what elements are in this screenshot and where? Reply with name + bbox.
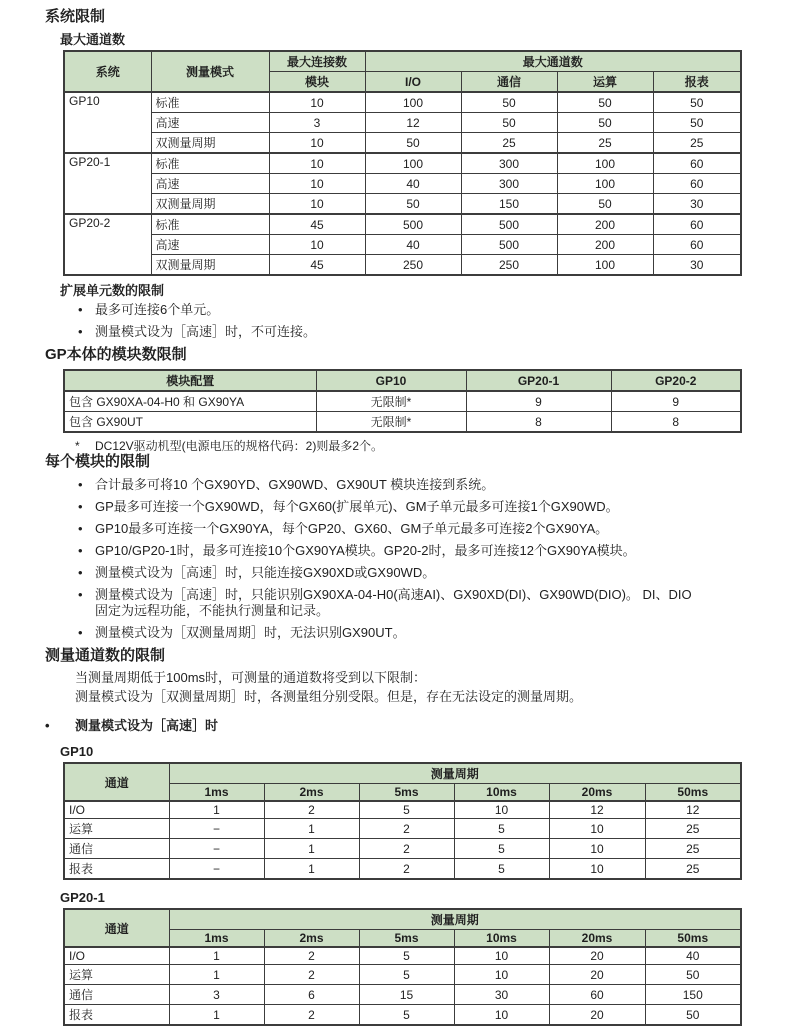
table-cell: 25	[645, 839, 741, 859]
expansion-units-bullet-list	[60, 302, 805, 340]
table-cell: 3	[169, 985, 264, 1005]
table-cell: 标准	[151, 153, 269, 174]
col-header-50ms: 50ms	[645, 784, 741, 802]
table-cell: 25	[461, 133, 557, 154]
table-cell: 高速	[151, 113, 269, 133]
table-cell: 5	[454, 859, 549, 880]
table-row	[64, 1005, 741, 1026]
table-cell: 5	[454, 839, 549, 859]
table-cell: 10	[454, 947, 549, 965]
table-cell: 5	[359, 801, 454, 819]
table-cell: 2	[359, 819, 454, 839]
table-cell: 100	[557, 174, 653, 194]
table-cell: 500	[365, 214, 461, 235]
col-header-5ms: 5ms	[359, 784, 454, 802]
table-cell: 双测量周期	[151, 255, 269, 276]
table-cell: 20	[549, 965, 645, 985]
col-header-gp20-2: GP20-2	[611, 370, 741, 391]
table-cell: 1	[169, 947, 264, 965]
table-cell: 10	[269, 174, 365, 194]
bullet-item: • 测量模式设为［高速］时，只能连接GX90XD或GX90WD。	[60, 565, 700, 581]
table-cell: 12	[549, 801, 645, 819]
col-header-20ms: 20ms	[549, 930, 645, 948]
table-cell: 250	[365, 255, 461, 276]
col-header-channel: 通道	[64, 763, 169, 801]
table-cell: 200	[557, 235, 653, 255]
system-cell: GP20-2	[64, 214, 151, 275]
col-header-io: I/O	[365, 72, 461, 93]
table-cell: I/O	[64, 801, 169, 819]
bullet-item: • 测量模式设为［双测量周期］时，无法识别GX90UT。	[60, 625, 700, 641]
col-header-module-config: 模块配置	[64, 370, 316, 391]
table-cell: 50	[461, 92, 557, 113]
gp20-1-period-table	[63, 908, 742, 1026]
system-cell: GP20-1	[64, 153, 151, 214]
table-cell: 40	[645, 947, 741, 965]
table-cell: 10	[454, 1005, 549, 1026]
table-cell: 10	[269, 153, 365, 174]
table-cell: 高速	[151, 235, 269, 255]
section-title-system-limits: 系统限制	[45, 8, 106, 25]
col-header-report: 报表	[653, 72, 741, 93]
bullet-item: • 最多可连接6个单元。	[60, 302, 700, 318]
table-cell: 运算	[64, 819, 169, 839]
table-cell: I/O	[64, 947, 169, 965]
max-channels-table	[63, 50, 742, 276]
col-header-2ms: 2ms	[264, 930, 359, 948]
table-cell: 2	[359, 859, 454, 880]
col-header-max-channels: 最大通道数	[365, 51, 741, 72]
table-cell: 12	[365, 113, 461, 133]
table-row	[64, 965, 741, 985]
footnote-marker: *	[75, 439, 80, 453]
table-cell: 1	[264, 839, 359, 859]
table-cell: 60	[653, 153, 741, 174]
table-cell: 45	[269, 255, 365, 276]
table-row	[64, 92, 741, 113]
section-title-per-module: 每个模块的限制	[45, 453, 151, 470]
col-header-2ms: 2ms	[264, 784, 359, 802]
measurement-limit-paragraph: 当测量周期低于100ms时，可测量的通道数将受到以下限制：	[75, 670, 427, 685]
table-cell: 报表	[64, 1005, 169, 1026]
table-cell: 100	[557, 255, 653, 276]
table-row	[64, 839, 741, 859]
table-row	[64, 859, 741, 880]
table-cell: 60	[653, 235, 741, 255]
table-cell: 2	[264, 965, 359, 985]
subsection-title-max-channels: 最大通道数	[60, 32, 126, 47]
table-cell: 8	[466, 412, 611, 433]
per-module-bullet-list	[60, 477, 805, 641]
table-cell: 9	[611, 391, 741, 412]
table-cell: 2	[264, 1005, 359, 1026]
table-cell: 100	[557, 153, 653, 174]
table-cell: 双测量周期	[151, 194, 269, 215]
col-header-50ms: 50ms	[645, 930, 741, 948]
col-header-gp20-1: GP20-1	[466, 370, 611, 391]
table-row	[64, 391, 741, 412]
table-cell: 10	[549, 819, 645, 839]
bullet-item: • 测量模式设为［高速］时，不可连接。	[60, 324, 700, 340]
table-row	[64, 153, 741, 174]
table-cell: 报表	[64, 859, 169, 880]
table-cell: 10	[269, 92, 365, 113]
table-cell: 10	[269, 133, 365, 154]
table-cell: 标准	[151, 214, 269, 235]
gp10-table-label: GP10	[60, 744, 94, 759]
table-cell: 300	[461, 153, 557, 174]
table-cell: 45	[269, 214, 365, 235]
gp20-1-table-label: GP20-1	[60, 890, 105, 905]
table-cell: 5	[359, 1005, 454, 1026]
table-row	[64, 801, 741, 819]
table-cell: 10	[454, 965, 549, 985]
gp-module-count-table	[63, 369, 742, 433]
table-row	[64, 819, 741, 839]
table-header-row	[64, 51, 741, 72]
table-cell: 50	[365, 194, 461, 215]
table-cell: 无限制*	[316, 391, 466, 412]
table-cell: 2	[264, 947, 359, 965]
table-cell: 100	[365, 153, 461, 174]
table-cell: 20	[549, 947, 645, 965]
table-cell: 15	[359, 985, 454, 1005]
table-cell: 50	[653, 92, 741, 113]
table-cell: 包含 GX90UT	[64, 412, 316, 433]
table-row	[64, 412, 741, 433]
col-header-comm: 通信	[461, 72, 557, 93]
table-cell: 50	[557, 194, 653, 215]
table-cell: 30	[653, 255, 741, 276]
col-header-system: 系统	[64, 51, 151, 92]
table-row	[64, 214, 741, 235]
table-cell: 50	[645, 965, 741, 985]
table-cell: 500	[461, 214, 557, 235]
col-header-10ms: 10ms	[454, 784, 549, 802]
table-cell: 50	[653, 113, 741, 133]
table-cell: 10	[549, 859, 645, 880]
table-cell: 1	[264, 819, 359, 839]
col-header-period: 测量周期	[169, 909, 741, 930]
table-header-row	[64, 763, 741, 784]
col-header-5ms: 5ms	[359, 930, 454, 948]
high-speed-mode-heading: • 测量模式设为［高速］时	[45, 718, 805, 734]
table-cell: 10	[269, 194, 365, 215]
table-cell: 25	[645, 859, 741, 880]
bullet-item: • GP10/GP20-1时，最多可连接10个GX90YA模块。GP20-2时，最多可连接12个GX90YA模块。	[60, 543, 700, 559]
col-header-20ms: 20ms	[549, 784, 645, 802]
subsection-title-expansion-units: 扩展单元数的限制	[60, 283, 165, 298]
table-cell: 50	[365, 133, 461, 154]
table-cell: 12	[645, 801, 741, 819]
table-cell: 25	[557, 133, 653, 154]
table-row	[64, 174, 741, 194]
table-cell: 双测量周期	[151, 133, 269, 154]
table-cell: 60	[653, 214, 741, 235]
table-cell: 40	[365, 235, 461, 255]
table-cell: 50	[557, 92, 653, 113]
footnote-text: DC12V驱动机型(电源电压的规格代码：2)则最多2个。	[95, 439, 384, 453]
table-cell: 3	[269, 113, 365, 133]
col-header-period: 测量周期	[169, 763, 741, 784]
bullet-item: • 测量模式设为［高速］时，只能识别GX90XA-04-H0(高速AI)、GX90XD(DI)、GX90WD(DIO)。 DI、DIO固定为远程功能，不能执行测量和记录。	[60, 587, 700, 619]
table-cell: 标准	[151, 92, 269, 113]
table-cell: 50	[645, 1005, 741, 1026]
table-cell: 50	[461, 113, 557, 133]
section-title-gp-module-count: GP本体的模块数限制	[45, 346, 187, 363]
col-header-gp10: GP10	[316, 370, 466, 391]
table-cell: 300	[461, 174, 557, 194]
table-cell: −	[169, 839, 264, 859]
section-title-measurement-channels: 测量通道数的限制	[45, 647, 166, 664]
table-cell: 通信	[64, 839, 169, 859]
gp10-period-table	[63, 762, 742, 880]
table-row	[64, 133, 741, 154]
col-header-10ms: 10ms	[454, 930, 549, 948]
bullet-item: • GP最多可连接一个GX90WD，每个GX60(扩展单元)、GM子单元最多可连接1个GX90WD。	[60, 499, 700, 515]
table-cell: 25	[653, 133, 741, 154]
table-cell: 1	[169, 965, 264, 985]
table-cell: 60	[653, 174, 741, 194]
table-cell: 25	[645, 819, 741, 839]
table-row	[64, 194, 741, 215]
table-cell: 150	[461, 194, 557, 215]
table-row	[64, 947, 741, 965]
table-cell: −	[169, 819, 264, 839]
table-row	[64, 985, 741, 1005]
table-cell: 20	[549, 1005, 645, 1026]
table-cell: 100	[365, 92, 461, 113]
table-cell: 9	[466, 391, 611, 412]
table-cell: 通信	[64, 985, 169, 1005]
table-header-row	[64, 909, 741, 930]
table-cell: 250	[461, 255, 557, 276]
col-header-channel: 通道	[64, 909, 169, 947]
table-cell: 40	[365, 174, 461, 194]
col-header-max-connections: 最大连接数	[269, 51, 365, 72]
table-header-row	[64, 370, 741, 391]
table-cell: 运算	[64, 965, 169, 985]
table-cell: 1	[169, 801, 264, 819]
col-header-module: 模块	[269, 72, 365, 93]
col-header-1ms: 1ms	[169, 784, 264, 802]
table-cell: 无限制*	[316, 412, 466, 433]
table-cell: 30	[454, 985, 549, 1005]
table-cell: 150	[645, 985, 741, 1005]
table-cell: 5	[454, 819, 549, 839]
table-cell: 包含 GX90XA-04-H0 和 GX90YA	[64, 391, 316, 412]
table-cell: 6	[264, 985, 359, 1005]
table-cell: 5	[359, 965, 454, 985]
table-row	[64, 235, 741, 255]
table-cell: 10	[454, 801, 549, 819]
table-cell: −	[169, 859, 264, 880]
table-cell: 高速	[151, 174, 269, 194]
table-cell: 1	[169, 1005, 264, 1026]
table-cell: 30	[653, 194, 741, 215]
table-cell: 10	[269, 235, 365, 255]
measurement-limit-paragraph: 测量模式设为［双测量周期］时，各测量组分别受限。但是，存在无法设定的测量周期。	[75, 689, 583, 704]
table-cell: 2	[359, 839, 454, 859]
col-header-mode: 测量模式	[151, 51, 269, 92]
table-cell: 5	[359, 947, 454, 965]
col-header-math: 运算	[557, 72, 653, 93]
table-cell: 60	[549, 985, 645, 1005]
table-cell: 50	[557, 113, 653, 133]
bullet-item: • 合计最多可将10 个GX90YD、GX90WD、GX90UT 模块连接到系统。	[60, 477, 700, 493]
table-cell: 200	[557, 214, 653, 235]
table-cell: 10	[549, 839, 645, 859]
table-cell: 2	[264, 801, 359, 819]
table-cell: 8	[611, 412, 741, 433]
table-cell: 500	[461, 235, 557, 255]
col-header-1ms: 1ms	[169, 930, 264, 948]
table-cell: 1	[264, 859, 359, 880]
system-cell: GP10	[64, 92, 151, 153]
bullet-item: • GP10最多可连接一个GX90YA，每个GP20、GX60、GM子单元最多可连接2个GX90YA。	[60, 521, 700, 537]
table-row	[64, 255, 741, 276]
table-footnote	[75, 439, 805, 453]
table-row	[64, 113, 741, 133]
